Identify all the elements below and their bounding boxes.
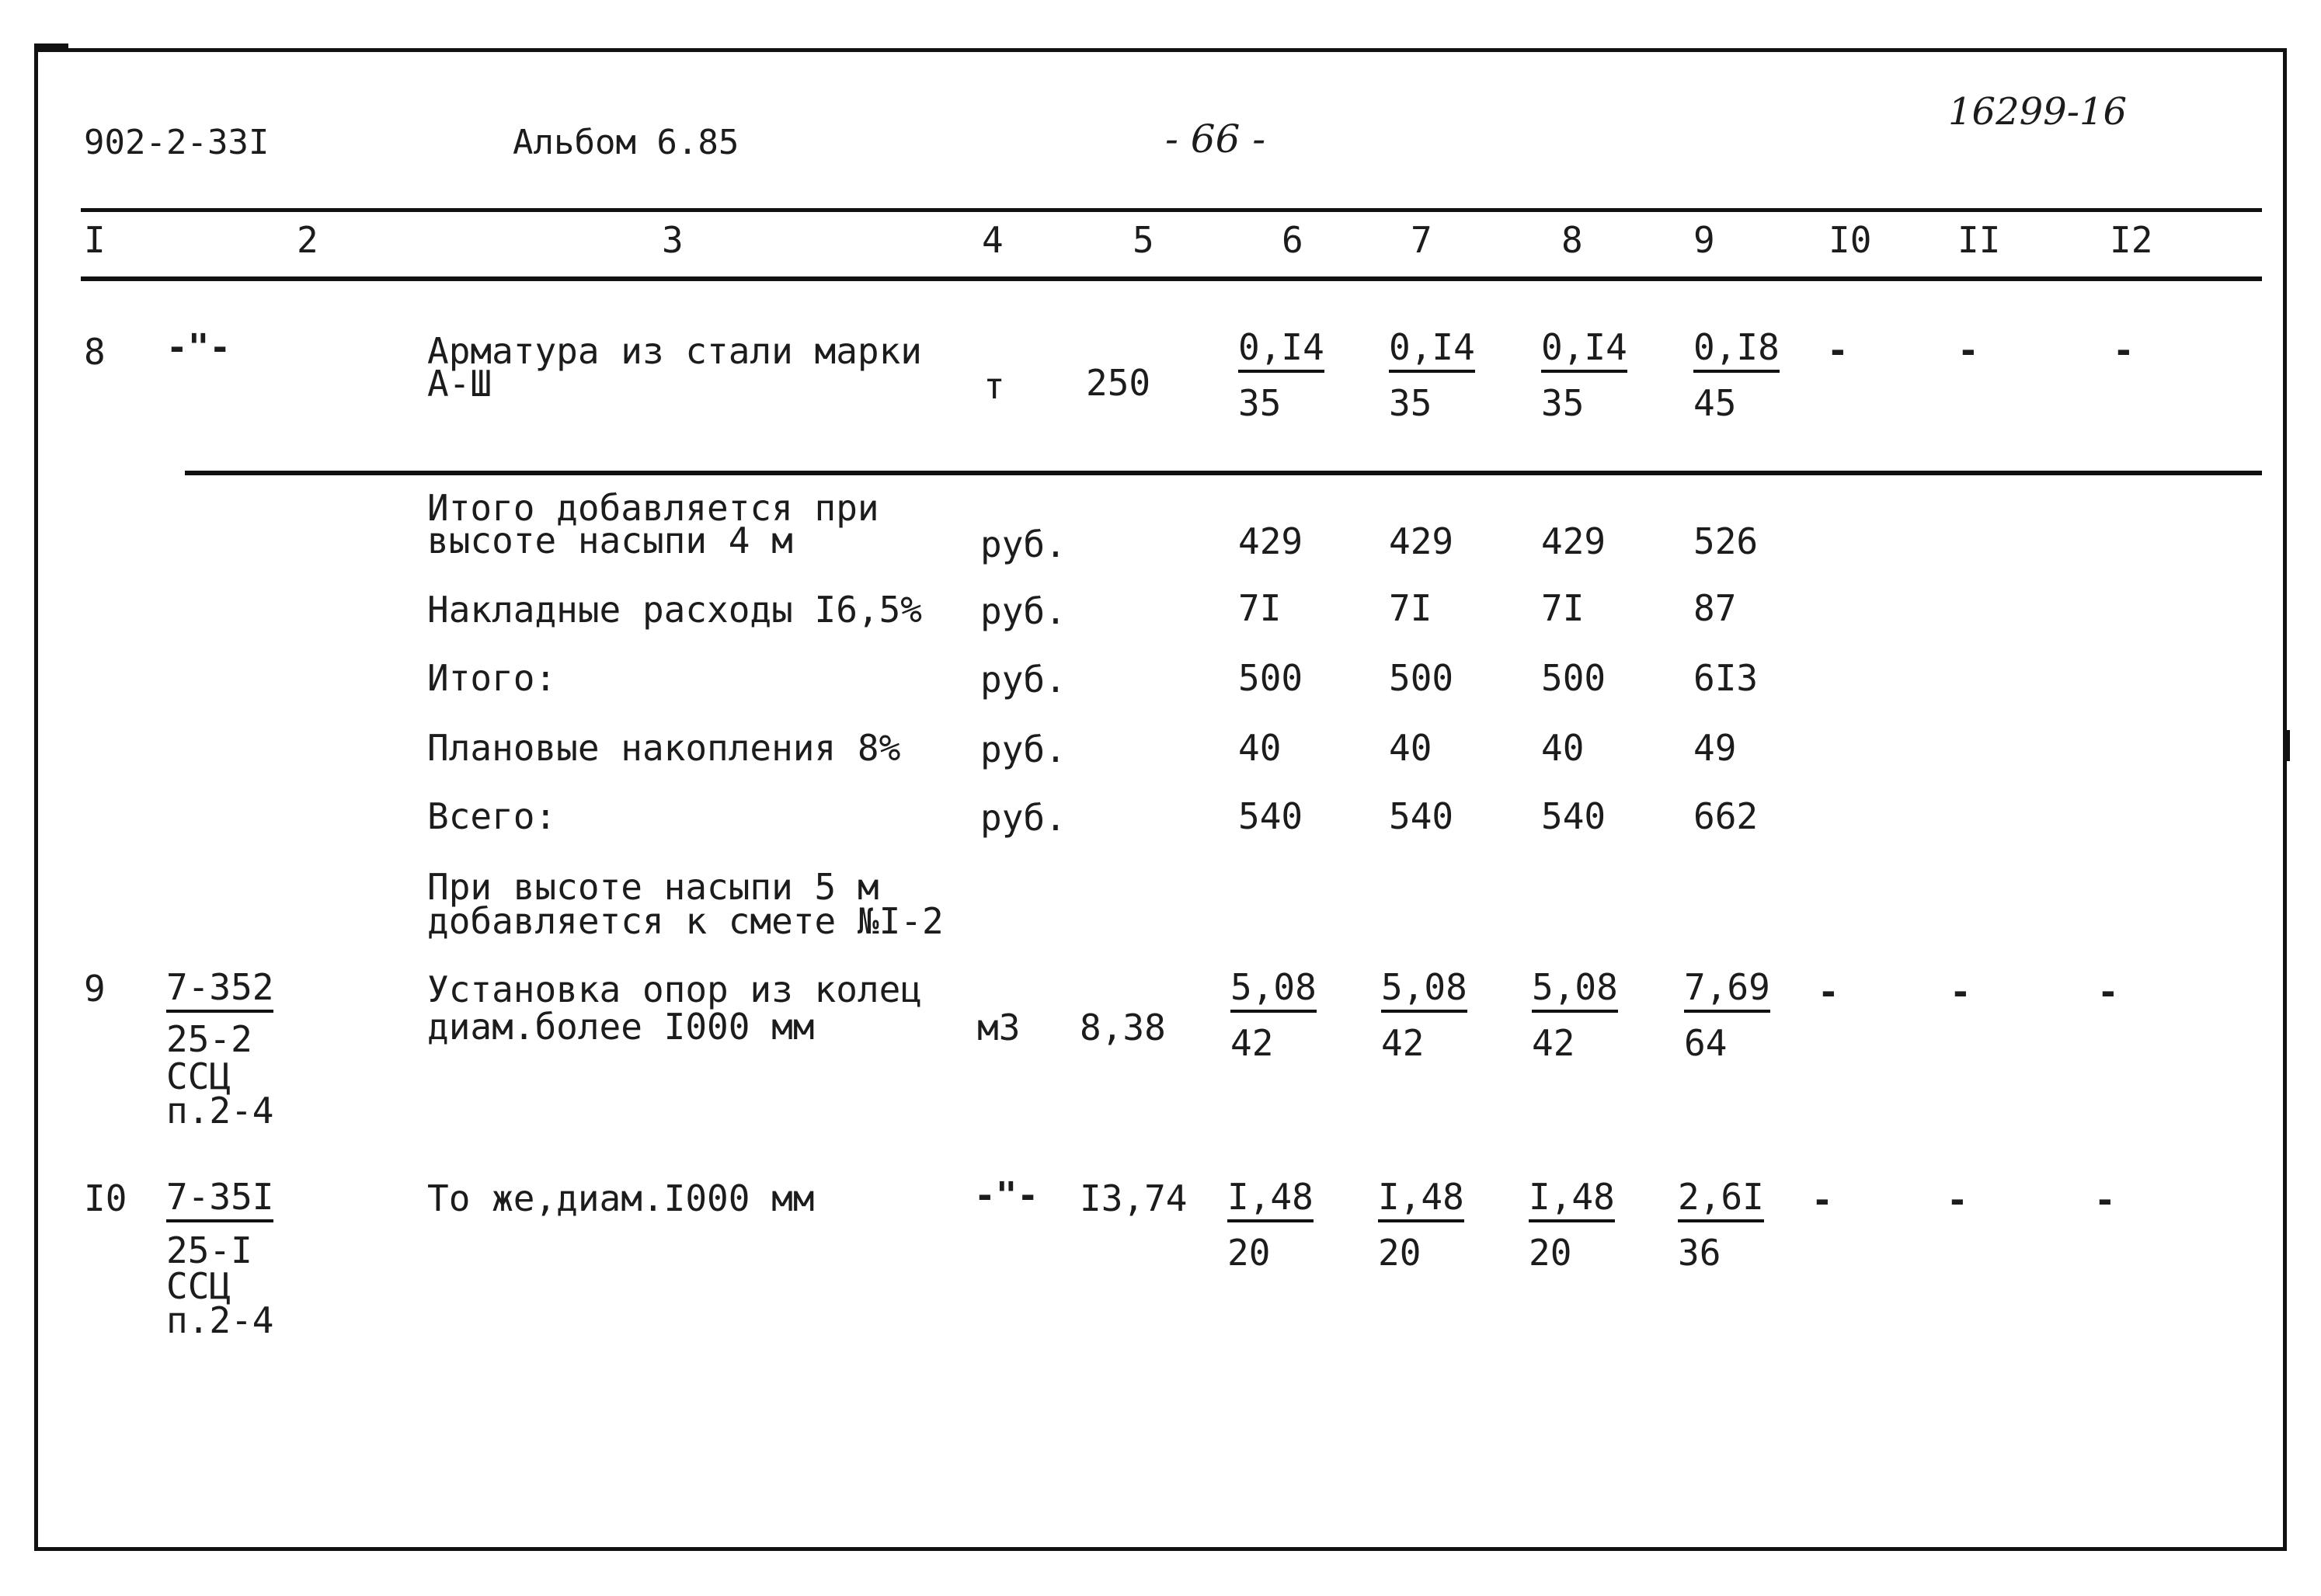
row8-col10: - — [1827, 329, 1849, 371]
row8-number: 8 — [84, 331, 106, 373]
col-7-number: 7 — [1411, 219, 1432, 261]
row8-unit: т — [983, 365, 1005, 407]
row9-col10: - — [1818, 971, 1839, 1013]
row9-col7-bottom: 42 — [1381, 1022, 1425, 1064]
row10-ref-line2: 25-I — [166, 1229, 252, 1271]
total-add-desc-line2: высоте насыпи 4 м — [427, 520, 793, 562]
row8-col12: - — [2113, 329, 2135, 371]
row9-ref-code: 7-352 — [166, 966, 273, 1013]
row8-col8-bottom: 35 — [1541, 382, 1585, 424]
row9-col6-top: 5,08 — [1230, 966, 1317, 1013]
overhead-col8: 7I — [1541, 587, 1585, 629]
row10-col9-bottom: 36 — [1678, 1232, 1721, 1274]
row9-price: 8,38 — [1080, 1007, 1166, 1048]
doc-code: 902-2-33I — [84, 123, 270, 162]
col-1-number: I — [84, 219, 106, 261]
planned-col6: 40 — [1238, 727, 1282, 769]
planned-col8: 40 — [1541, 727, 1585, 769]
row10-ref-code: 7-35I — [166, 1176, 273, 1222]
row8-desc-line2: А-Ш — [427, 363, 492, 405]
total-add-unit: руб. — [980, 523, 1067, 565]
note-line2: добавляется к смете №I-2 — [427, 900, 944, 942]
row8-ref: -"- — [166, 326, 231, 368]
grand-total-desc: Всего: — [427, 795, 557, 837]
col-9-number: 9 — [1693, 219, 1715, 261]
row9-col6-bottom: 42 — [1230, 1022, 1274, 1064]
row9-col9-top: 7,69 — [1684, 966, 1770, 1013]
subtotal-col9: 6I3 — [1693, 657, 1759, 699]
grand-total-unit: руб. — [980, 797, 1067, 839]
row9-unit: м3 — [977, 1007, 1021, 1048]
col-10-number: I0 — [1829, 219, 1872, 261]
col-12-number: I2 — [2110, 219, 2153, 261]
overhead-col7: 7I — [1389, 587, 1432, 629]
row8-col7-top: 0,I4 — [1389, 326, 1475, 373]
total-add-desc-line1: Итого добавляется при — [427, 487, 879, 529]
row10-number: I0 — [84, 1177, 127, 1219]
row10-col7-top: I,48 — [1378, 1176, 1464, 1222]
row10-col6-top: I,48 — [1227, 1176, 1314, 1222]
overhead-desc: Накладные расходы I6,5% — [427, 589, 922, 631]
header-rule-top — [81, 208, 2262, 212]
row10-ref-line4: п.2-4 — [166, 1299, 274, 1341]
col-5-number: 5 — [1133, 219, 1154, 261]
row8-desc-line1: Арматура из стали марки — [427, 330, 922, 372]
row10-col12: - — [2094, 1179, 2116, 1221]
page-number: - 66 - — [1165, 116, 1266, 162]
col-3-number: 3 — [662, 219, 684, 261]
row9-ref-line2: 25-2 — [166, 1018, 252, 1060]
row10-col8-bottom: 20 — [1529, 1232, 1572, 1274]
row8-col11: - — [1957, 329, 1979, 371]
subtotal-desc: Итого: — [427, 657, 557, 699]
row10-unit: -"- — [974, 1174, 1039, 1216]
row9-col12: - — [2097, 971, 2119, 1013]
subtotal-col6: 500 — [1238, 657, 1303, 699]
row10-price: I3,74 — [1080, 1177, 1188, 1219]
header-rule-bottom — [81, 276, 2262, 281]
row8-col6-bottom: 35 — [1238, 382, 1282, 424]
col-6-number: 6 — [1282, 219, 1303, 261]
col-11-number: II — [1957, 219, 2001, 261]
row8-col7-bottom: 35 — [1389, 382, 1432, 424]
planned-col9: 49 — [1693, 727, 1737, 769]
subtotal-unit: руб. — [980, 659, 1067, 701]
row10-col9-top: 2,6I — [1678, 1176, 1764, 1222]
overhead-col9: 87 — [1693, 587, 1737, 629]
album-label: Альбом 6.85 — [513, 123, 739, 162]
row8-col9-bottom: 45 — [1693, 382, 1737, 424]
overhead-col6: 7I — [1238, 587, 1282, 629]
row10-desc: То же,диам.I000 мм — [427, 1177, 815, 1219]
stamp-number: 16299-16 — [1948, 90, 2127, 134]
grand-total-col8: 540 — [1541, 795, 1606, 837]
planned-unit: руб. — [980, 728, 1067, 770]
row10-col8-top: I,48 — [1529, 1176, 1615, 1222]
col-2-number: 2 — [297, 219, 318, 261]
total-add-col7: 429 — [1389, 520, 1454, 562]
row9-col9-bottom: 64 — [1684, 1022, 1728, 1064]
row10-ref-line3: ССЦ — [166, 1265, 231, 1307]
subtotal-col8: 500 — [1541, 657, 1606, 699]
grand-total-col6: 540 — [1238, 795, 1303, 837]
planned-desc: Плановые накопления 8% — [427, 727, 901, 769]
col-8-number: 8 — [1561, 219, 1583, 261]
grand-total-col7: 540 — [1389, 795, 1454, 837]
subtotal-col7: 500 — [1389, 657, 1454, 699]
note-line1: При высоте насыпи 5 м — [427, 866, 879, 908]
total-add-col8: 429 — [1541, 520, 1606, 562]
row9-col8-top: 5,08 — [1532, 966, 1618, 1013]
total-add-col6: 429 — [1238, 520, 1303, 562]
row9-desc-line1: Установка опор из колец — [427, 968, 922, 1010]
col-4-number: 4 — [982, 219, 1004, 261]
row8-col8-top: 0,I4 — [1541, 326, 1627, 373]
row9-col11: - — [1950, 971, 1971, 1013]
row9-ref-line3: ССЦ — [166, 1055, 231, 1097]
total-add-col9: 526 — [1693, 520, 1759, 562]
row9-col8-bottom: 42 — [1532, 1022, 1575, 1064]
row9-col7-top: 5,08 — [1381, 966, 1467, 1013]
section-rule — [185, 471, 2262, 475]
grand-total-col9: 662 — [1693, 795, 1759, 837]
row10-col11: - — [1947, 1179, 1968, 1221]
overhead-unit: руб. — [980, 590, 1067, 632]
row9-desc-line2: диам.более I000 мм — [427, 1006, 815, 1048]
row9-ref-line4: п.2-4 — [166, 1090, 274, 1132]
frame-notch — [34, 43, 68, 48]
row8-col9-top: 0,I8 — [1693, 326, 1780, 373]
row9-number: 9 — [84, 968, 106, 1010]
row10-col7-bottom: 20 — [1378, 1232, 1421, 1274]
row10-col6-bottom: 20 — [1227, 1232, 1271, 1274]
row8-price: 250 — [1086, 362, 1151, 404]
row8-col6-top: 0,I4 — [1238, 326, 1324, 373]
page-frame — [34, 48, 2287, 1551]
frame-edge-mark — [2287, 730, 2290, 761]
planned-col7: 40 — [1389, 727, 1432, 769]
row10-col10: - — [1811, 1179, 1833, 1221]
